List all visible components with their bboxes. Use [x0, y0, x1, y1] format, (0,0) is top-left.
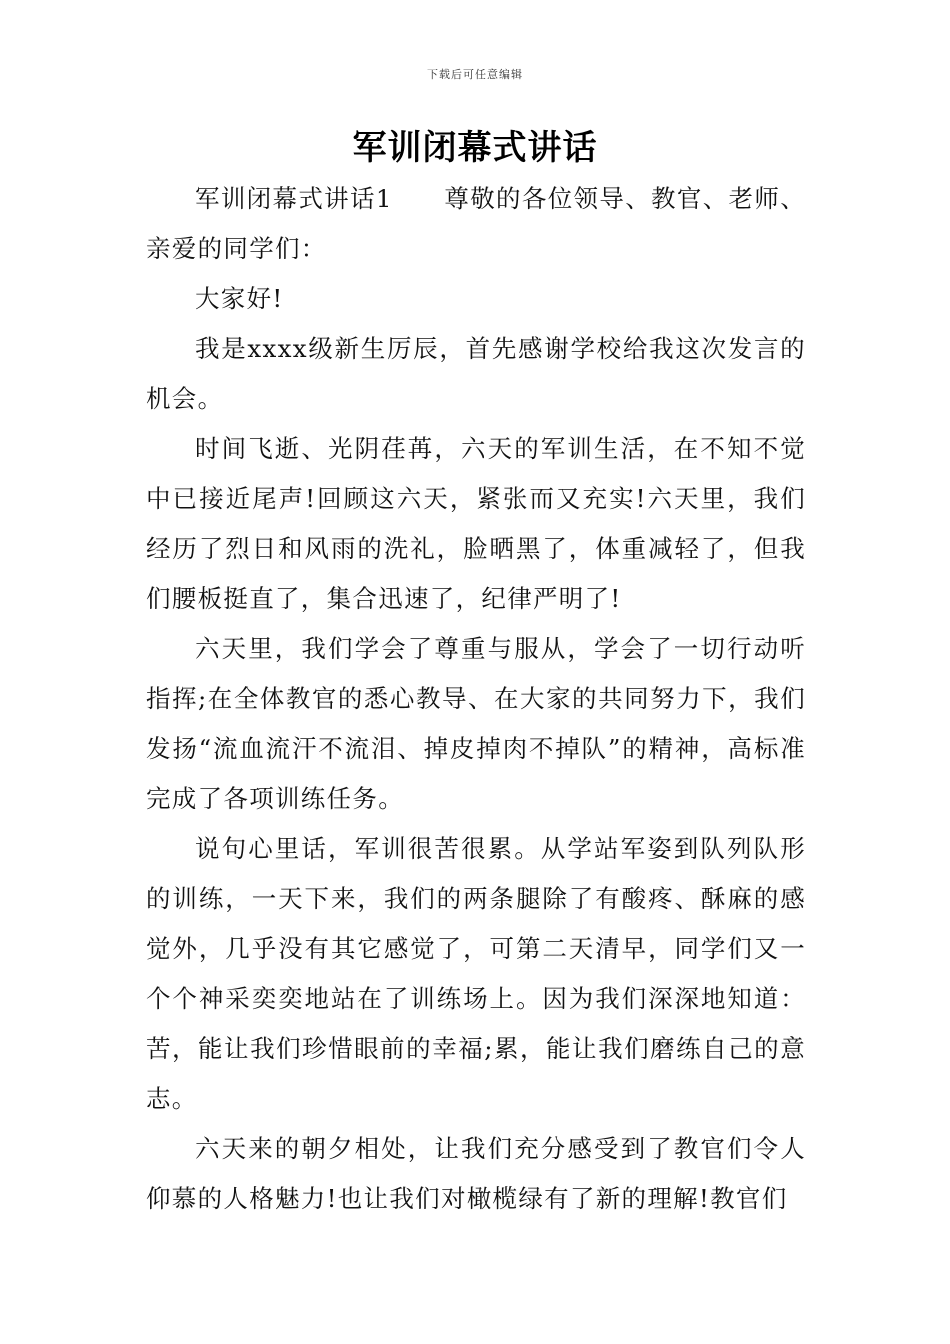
paragraph: 时间飞逝、光阴荏苒，六天的军训生活，在不知不觉中已接近尾声!回顾这六天，紧张而又充实!六天里，我们经历了烈日和风雨的洗礼，脸晒黑了，体重减轻了，但我们腰板挺直了，集合迅速了，纪律严明了! [146, 434, 806, 613]
paragraph: 我是xxxx级新生厉辰，首先感谢学校给我这次发言的机会。 [146, 334, 806, 413]
paragraph: 大家好! [195, 284, 284, 313]
document-body [146, 174, 806, 1224]
paragraph: 六天来的朝夕相处，让我们充分感受到了教官们令人仰慕的人格魅力!也让我们对橄榄绿有了新的理解!教官们 [146, 1134, 806, 1213]
paragraph: 六天里，我们学会了尊重与服从，学会了一切行动听指挥;在全体教官的悉心教导、在大家的共同努力下，我们发扬“流血流汗不流泪、掉皮掉肉不掉队”的精神，高标准完成了各项训练任务。 [146, 634, 806, 813]
paragraph: 说句心里话，军训很苦很累。从学站军姿到队列队形的训练，一天下来，我们的两条腿除了有酸疼、酥麻的感觉外，几乎没有其它感觉了，可第二天清早，同学们又一个个神采奕奕地站在了训练场上。因为我们深深地知道：苦，能让我们珍惜眼前的幸福;累，能让我们磨练自己的意志。 [146, 834, 806, 1113]
header-note: 下载后可任意编辑 [427, 68, 523, 81]
document-title: 军训闭幕式讲话 [352, 128, 598, 168]
paragraph: 军训闭幕式讲话1 尊敬的各位领导、教官、老师、亲爱的同学们： [146, 184, 806, 263]
